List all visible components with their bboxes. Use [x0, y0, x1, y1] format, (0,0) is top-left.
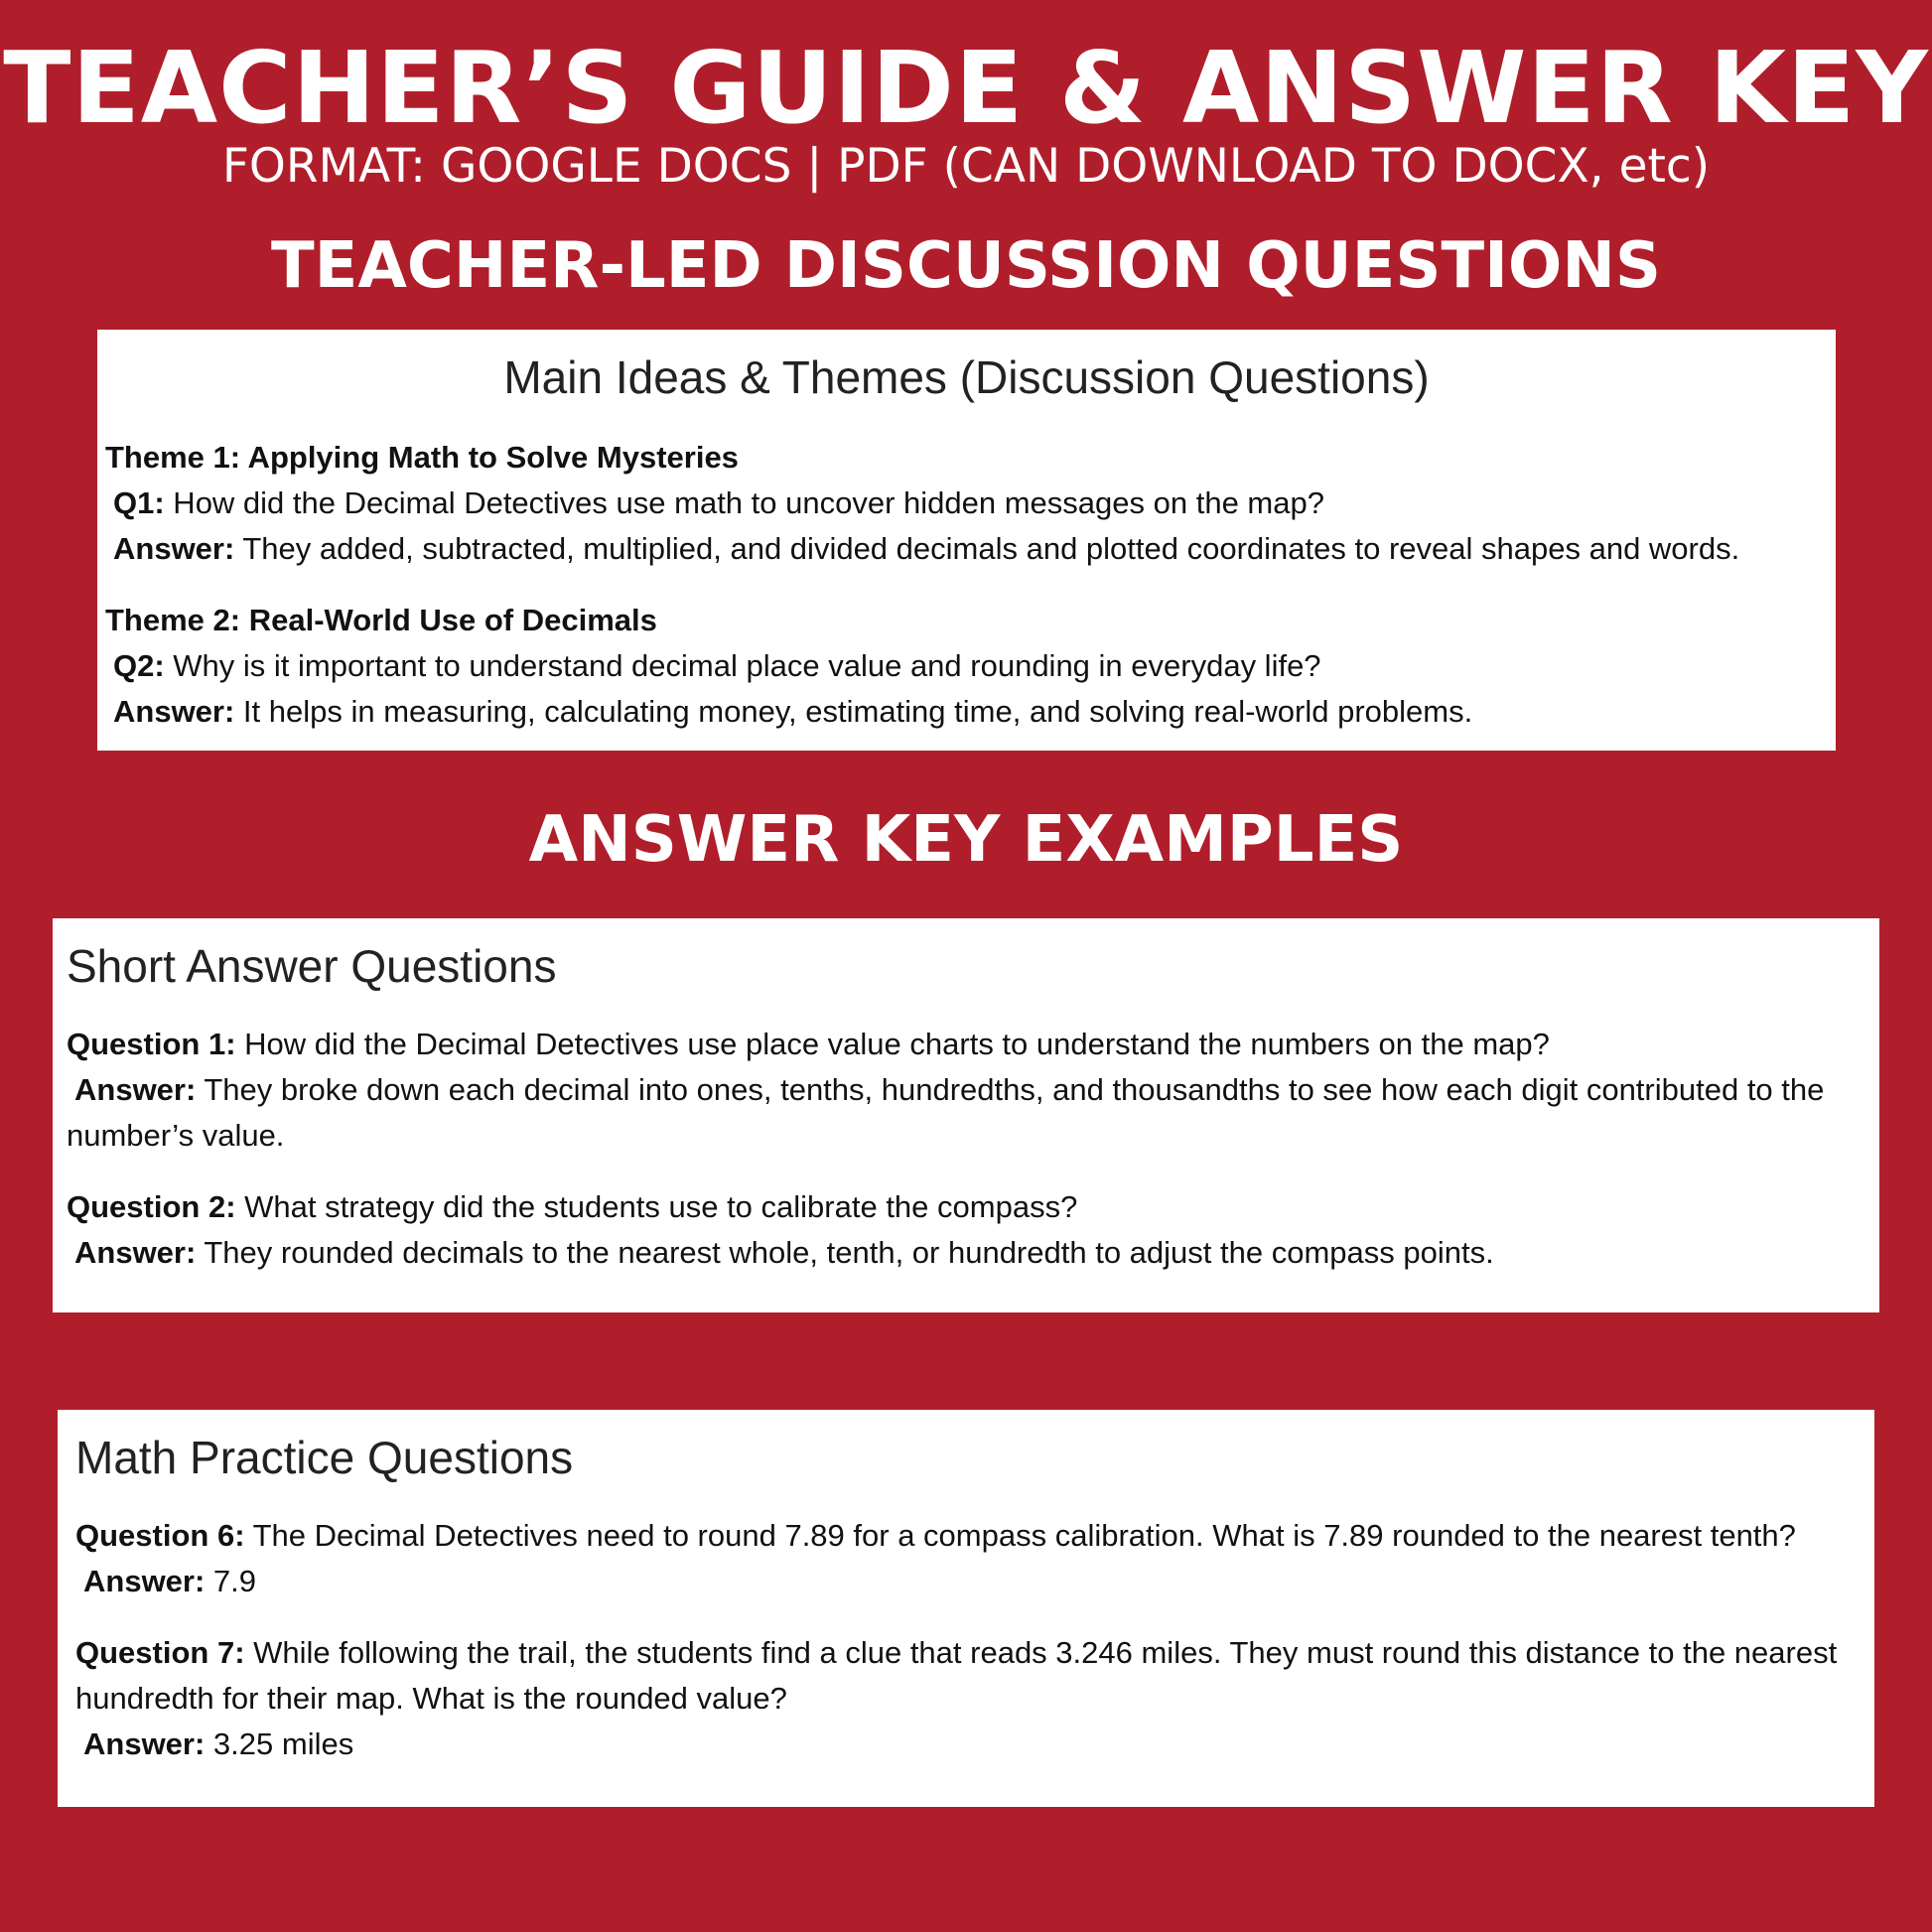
question-block [75, 1513, 1857, 1604]
answer-line [105, 526, 1828, 572]
question-text: How did the Decimal Detectives use math to uncover hidden messages on the map? [164, 485, 1324, 520]
question-text: What strategy did the students use to calibrate the compass? [235, 1189, 1078, 1224]
theme-title: Theme 1: Applying Math to Solve Mysteries [105, 440, 739, 475]
question-block [67, 1184, 1865, 1276]
question-label: Q1: [113, 485, 165, 520]
answer-key-section-heading: ANSWER KEY EXAMPLES [528, 803, 1404, 877]
answer-text: They rounded decimals to the nearest whole, tenth, or hundredth to adjust the compass points. [196, 1235, 1494, 1270]
answer-label: Answer: [113, 531, 235, 566]
answer-text: They broke down each decimal into ones, tenths, hundredths, and thousandths to see how each digit contributed to the number’s value. [67, 1072, 1825, 1153]
answer-line [67, 1067, 1865, 1159]
question-line [67, 1022, 1865, 1067]
answer-label: Answer: [113, 694, 235, 729]
theme-block [105, 435, 1828, 572]
short-answer-panel [53, 918, 1879, 1312]
page-title: TEACHER’S GUIDE & ANSWER KEY [3, 30, 1929, 146]
answer-line [75, 1722, 1857, 1767]
question-text: How did the Decimal Detectives use place value charts to understand the numbers on the map? [235, 1027, 1550, 1061]
discussion-questions-panel [97, 330, 1836, 751]
answer-line [105, 689, 1828, 735]
theme-title: Theme 2: Real-World Use of Decimals [105, 603, 657, 637]
question-block [75, 1630, 1857, 1767]
question-line [105, 481, 1828, 526]
question-line [75, 1513, 1857, 1559]
answer-label: Answer: [83, 1564, 206, 1598]
question-line [105, 643, 1828, 689]
question-label: Question 1: [67, 1027, 236, 1061]
answer-label: Answer: [83, 1726, 206, 1761]
question-block [67, 1022, 1865, 1159]
discussion-panel-title: Main Ideas & Themes (Discussion Questions) [503, 351, 1430, 403]
question-line [75, 1630, 1857, 1722]
format-subtitle: FORMAT: GOOGLE DOCS | PDF (CAN DOWNLOAD TO DOCX, etc) [221, 139, 1711, 194]
answer-text: They added, subtracted, multiplied, and divided decimals and plotted coordinates to reveal shapes and words. [234, 531, 1740, 566]
discussion-section-heading: TEACHER-LED DISCUSSION QUESTIONS [271, 229, 1661, 303]
answer-line [75, 1559, 1857, 1604]
question-label: Question 6: [75, 1518, 245, 1553]
math-practice-panel [58, 1410, 1874, 1807]
short-answer-panel-title: Short Answer Questions [67, 940, 557, 992]
question-text: Why is it important to understand decimal place value and rounding in everyday life? [164, 648, 1321, 683]
question-label: Q2: [113, 648, 165, 683]
answer-text: 7.9 [205, 1564, 257, 1598]
question-label: Question 2: [67, 1189, 236, 1224]
answer-text: It helps in measuring, calculating money, estimating time, and solving real-world problems. [234, 694, 1473, 729]
question-label: Question 7: [75, 1635, 245, 1670]
theme-block [105, 598, 1828, 735]
question-text: The Decimal Detectives need to round 7.89 for a compass calibration. What is 7.89 rounded to the nearest tenth? [244, 1518, 1796, 1553]
answer-label: Answer: [74, 1072, 197, 1107]
math-practice-panel-title: Math Practice Questions [75, 1432, 574, 1483]
question-text: While following the trail, the students find a clue that reads 3.246 miles. They must round this distance to the nearest hundredth for their map. What is the rounded value? [75, 1635, 1838, 1716]
answer-line [67, 1230, 1865, 1276]
question-line [67, 1184, 1865, 1230]
answer-label: Answer: [74, 1235, 197, 1270]
answer-text: 3.25 miles [205, 1726, 354, 1761]
